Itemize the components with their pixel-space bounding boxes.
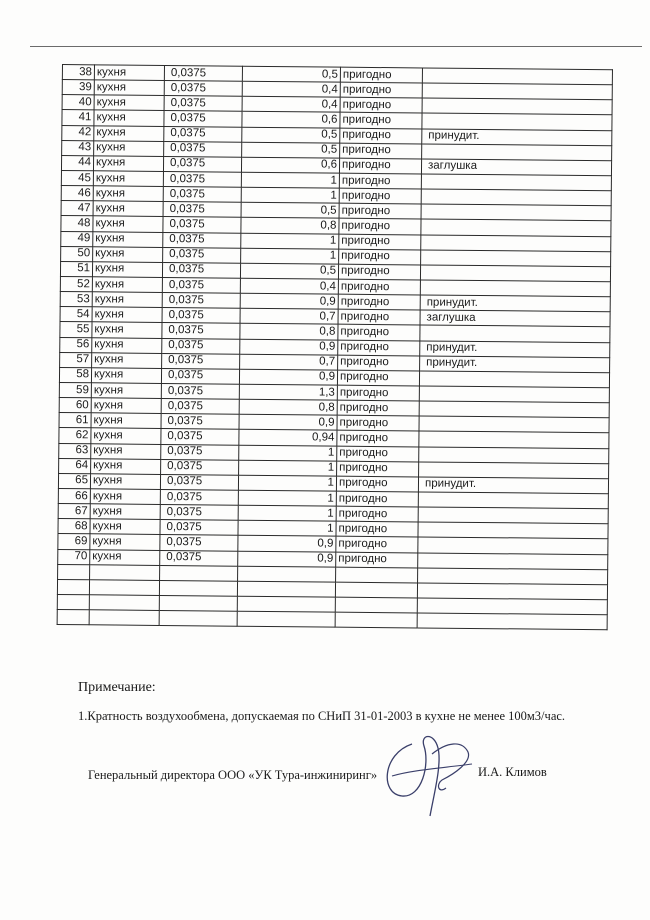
- status-value: пригодно: [340, 82, 422, 98]
- status-value: пригодно: [336, 537, 418, 553]
- room-name: кухня: [93, 246, 163, 262]
- row-number: 67: [58, 504, 90, 519]
- note-value: [421, 250, 611, 267]
- area-value: 0,0375: [164, 96, 242, 112]
- room-name: кухня: [91, 458, 161, 474]
- status-value: пригодно: [339, 219, 421, 235]
- row-number: 42: [62, 125, 94, 140]
- note-value: заглушка: [420, 310, 610, 327]
- note-value: заглушка: [421, 159, 611, 176]
- room-name: кухня: [93, 201, 163, 217]
- status-value: пригодно: [339, 158, 421, 174]
- note-value: [420, 280, 610, 297]
- status-value: пригодно: [336, 476, 418, 492]
- ventilation-table-wrapper: [57, 64, 612, 630]
- row-number: 58: [59, 367, 91, 382]
- area-value: 0,0375: [163, 217, 241, 233]
- flow-value: 1: [241, 233, 339, 249]
- row-number: 56: [60, 337, 92, 352]
- note-value: [418, 537, 608, 554]
- flow-value: 0,8: [239, 399, 337, 415]
- status-value: пригодно: [339, 203, 421, 219]
- note-value: принудит.: [420, 340, 610, 357]
- flow-value: [238, 566, 336, 582]
- room-name: кухня: [92, 322, 162, 338]
- note-value: [420, 265, 610, 282]
- flow-value: 1: [239, 445, 337, 461]
- area-value: 0,0375: [162, 293, 240, 309]
- row-number: 41: [62, 110, 94, 125]
- note-value: [419, 371, 609, 388]
- area-value: 0,0375: [161, 429, 239, 445]
- flow-value: 1: [241, 248, 339, 264]
- flow-value: 1: [239, 460, 337, 476]
- flow-value: 0,9: [238, 551, 336, 567]
- status-value: пригодно: [338, 355, 420, 371]
- row-number: 59: [59, 382, 91, 397]
- row-number: 68: [58, 519, 90, 534]
- status-value: пригодно: [340, 113, 422, 129]
- room-name: кухня: [90, 534, 160, 550]
- room-name: кухня: [92, 337, 162, 353]
- flow-value: 1: [241, 172, 339, 188]
- note-value: [417, 613, 607, 630]
- flow-value: 0,9: [239, 369, 337, 385]
- area-value: 0,0375: [163, 232, 241, 248]
- area-value: 0,0375: [161, 414, 239, 430]
- area-value: 0,0375: [163, 171, 241, 187]
- room-name: кухня: [94, 65, 164, 81]
- note-line-1: 1.Кратность воздухообмена, допускаемая по СНиП 31-01-2003 в кухне не менее 100м3/час.: [78, 709, 566, 723]
- row-number: 69: [58, 534, 90, 549]
- area-value: 0,0375: [160, 489, 238, 505]
- row-number: 60: [59, 398, 91, 413]
- room-name: кухня: [93, 231, 163, 247]
- status-value: пригодно: [338, 264, 420, 280]
- flow-value: 0,5: [242, 66, 340, 82]
- note-value: принудит.: [420, 295, 610, 312]
- status-value: пригодно: [338, 325, 420, 341]
- area-value: 0,0375: [162, 353, 240, 369]
- flow-value: [237, 611, 335, 627]
- flow-value: 0,5: [240, 263, 338, 279]
- note-value: [418, 552, 608, 569]
- room-name: [89, 595, 159, 611]
- row-number: [57, 594, 89, 609]
- area-value: 0,0375: [163, 202, 241, 218]
- flow-value: 1,3: [239, 384, 337, 400]
- row-number: 61: [59, 413, 91, 428]
- area-value: 0,0375: [164, 126, 242, 142]
- room-name: кухня: [92, 262, 162, 278]
- flow-value: 0,9: [239, 414, 337, 430]
- row-number: 70: [58, 549, 90, 564]
- area-value: [159, 580, 237, 596]
- status-value: пригодно: [338, 279, 420, 295]
- status-value: пригодно: [338, 294, 420, 310]
- note-value: [421, 219, 611, 236]
- area-value: 0,0375: [161, 459, 239, 475]
- status-value: пригодно: [340, 128, 422, 144]
- area-value: [159, 595, 237, 611]
- note-value: [421, 189, 611, 206]
- room-name: кухня: [94, 110, 164, 126]
- room-name: кухня: [92, 352, 162, 368]
- row-number: 65: [58, 473, 90, 488]
- flow-value: [237, 581, 335, 597]
- flow-value: 0,4: [242, 97, 340, 113]
- status-value: пригодно: [337, 400, 419, 416]
- area-value: 0,0375: [160, 505, 238, 521]
- flow-value: 0,5: [241, 202, 339, 218]
- flow-value: 0,94: [239, 430, 337, 446]
- room-name: кухня: [90, 549, 160, 565]
- top-rule: [30, 46, 642, 47]
- row-number: 45: [61, 170, 93, 185]
- status-value: пригодно: [337, 415, 419, 431]
- flow-value: 0,6: [242, 112, 340, 128]
- flow-value: 1: [238, 475, 336, 491]
- row-number: 46: [61, 186, 93, 201]
- area-value: [160, 565, 238, 581]
- ventilation-table: [57, 64, 613, 630]
- table-body: [57, 65, 612, 630]
- room-name: кухня: [94, 125, 164, 141]
- note-value: [421, 204, 611, 221]
- room-name: кухня: [92, 292, 162, 308]
- room-name: кухня: [93, 171, 163, 187]
- status-value: пригодно: [337, 385, 419, 401]
- flow-value: 0,9: [240, 293, 338, 309]
- status-value: пригодно: [337, 431, 419, 447]
- area-value: [159, 611, 237, 627]
- area-value: 0,0375: [162, 277, 240, 293]
- area-value: 0,0375: [162, 308, 240, 324]
- room-name: кухня: [92, 277, 162, 293]
- status-value: пригодно: [339, 234, 421, 250]
- row-number: 66: [58, 488, 90, 503]
- flow-value: 0,9: [238, 536, 336, 552]
- area-value: 0,0375: [161, 368, 239, 384]
- room-name: кухня: [90, 519, 160, 535]
- note-title: Примечание:: [78, 680, 156, 695]
- row-number: [57, 579, 89, 594]
- note-value: [421, 234, 611, 251]
- room-name: кухня: [91, 443, 161, 459]
- room-name: [90, 564, 160, 580]
- flow-value: 0,7: [240, 354, 338, 370]
- flow-value: 1: [241, 187, 339, 203]
- flow-value: 0,7: [240, 308, 338, 324]
- row-number: 53: [60, 292, 92, 307]
- area-value: 0,0375: [164, 141, 242, 157]
- flow-value: 0,5: [242, 142, 340, 158]
- row-number: 39: [62, 80, 94, 95]
- flow-value: 1: [238, 490, 336, 506]
- status-value: пригодно: [337, 446, 419, 462]
- status-value: пригодно: [340, 143, 422, 159]
- flow-value: 1: [238, 505, 336, 521]
- status-value: пригодно: [340, 97, 422, 113]
- area-value: 0,0375: [160, 474, 238, 490]
- row-number: 57: [60, 352, 92, 367]
- area-value: 0,0375: [164, 111, 242, 127]
- room-name: кухня: [93, 216, 163, 232]
- room-name: кухня: [91, 398, 161, 414]
- row-number: 38: [62, 65, 94, 80]
- status-value: пригодно: [337, 370, 419, 386]
- note-value: [417, 583, 607, 600]
- flow-value: 0,6: [241, 157, 339, 173]
- room-name: кухня: [91, 383, 161, 399]
- signatory-name: И.А. Климов: [478, 765, 547, 779]
- flow-value: 0,5: [242, 127, 340, 143]
- area-value: 0,0375: [160, 520, 238, 536]
- row-number: 55: [60, 322, 92, 337]
- area-value: 0,0375: [161, 399, 239, 415]
- area-value: 0,0375: [164, 81, 242, 97]
- flow-value: [237, 596, 335, 612]
- note-value: [421, 174, 611, 191]
- status-value: пригодно: [338, 309, 420, 325]
- note-value: принудит.: [418, 477, 608, 494]
- area-value: 0,0375: [161, 444, 239, 460]
- signatory-position: Генеральный директора ООО «УК Тура-инжиниринг»: [88, 768, 378, 782]
- area-value: 0,0375: [163, 247, 241, 263]
- room-name: [89, 580, 159, 596]
- area-value: 0,0375: [164, 65, 242, 81]
- note-value: принудит.: [422, 129, 612, 146]
- status-value: пригодно: [339, 249, 421, 265]
- row-number: 64: [59, 458, 91, 473]
- status-value: пригодно: [339, 173, 421, 189]
- flow-value: 0,9: [240, 339, 338, 355]
- row-number: 47: [61, 201, 93, 216]
- room-name: кухня: [90, 504, 160, 520]
- row-number: 50: [61, 246, 93, 261]
- room-name: кухня: [91, 368, 161, 384]
- room-name: кухня: [93, 156, 163, 172]
- room-name: [89, 610, 159, 626]
- status-value: пригодно: [337, 461, 419, 477]
- flow-value: 0,4: [240, 278, 338, 294]
- row-number: [57, 610, 89, 625]
- status-value: пригодно: [336, 506, 418, 522]
- room-name: кухня: [94, 141, 164, 157]
- room-name: кухня: [93, 186, 163, 202]
- room-name: кухня: [90, 489, 160, 505]
- row-number: 54: [60, 307, 92, 322]
- area-value: 0,0375: [162, 262, 240, 278]
- status-value: [335, 582, 417, 598]
- room-name: кухня: [91, 413, 161, 429]
- status-value: пригодно: [336, 521, 418, 537]
- area-value: 0,0375: [163, 156, 241, 172]
- flow-value: 1: [238, 520, 336, 536]
- note-value: [417, 598, 607, 615]
- status-value: пригодно: [340, 67, 422, 83]
- note-value: [419, 386, 609, 403]
- row-number: 63: [59, 443, 91, 458]
- row-number: 52: [60, 276, 92, 291]
- area-value: 0,0375: [162, 323, 240, 339]
- row-number: 48: [61, 216, 93, 231]
- note-value: [418, 568, 608, 585]
- status-value: пригодно: [336, 491, 418, 507]
- row-number: 49: [61, 231, 93, 246]
- room-name: кухня: [90, 474, 160, 490]
- room-name: кухня: [91, 428, 161, 444]
- status-value: [335, 612, 417, 628]
- handwritten-signature: [372, 724, 482, 834]
- status-value: [336, 567, 418, 583]
- area-value: 0,0375: [160, 550, 238, 566]
- flow-value: 0,4: [242, 81, 340, 97]
- flow-value: 0,8: [240, 324, 338, 340]
- status-value: пригодно: [336, 552, 418, 568]
- row-number: 40: [62, 95, 94, 110]
- area-value: 0,0375: [161, 383, 239, 399]
- area-value: 0,0375: [163, 187, 241, 203]
- room-name: кухня: [94, 95, 164, 111]
- note-value: принудит.: [420, 356, 610, 373]
- status-value: [335, 597, 417, 613]
- note-value: [418, 522, 608, 539]
- status-value: пригодно: [339, 188, 421, 204]
- status-value: пригодно: [338, 340, 420, 356]
- room-name: кухня: [94, 80, 164, 96]
- row-number: 44: [61, 155, 93, 170]
- area-value: 0,0375: [160, 535, 238, 551]
- row-number: [58, 564, 90, 579]
- area-value: 0,0375: [162, 338, 240, 354]
- room-name: кухня: [92, 307, 162, 323]
- row-number: 51: [60, 261, 92, 276]
- note-value: [420, 325, 610, 342]
- flow-value: 0,8: [241, 218, 339, 234]
- row-number: 62: [59, 428, 91, 443]
- row-number: 43: [62, 140, 94, 155]
